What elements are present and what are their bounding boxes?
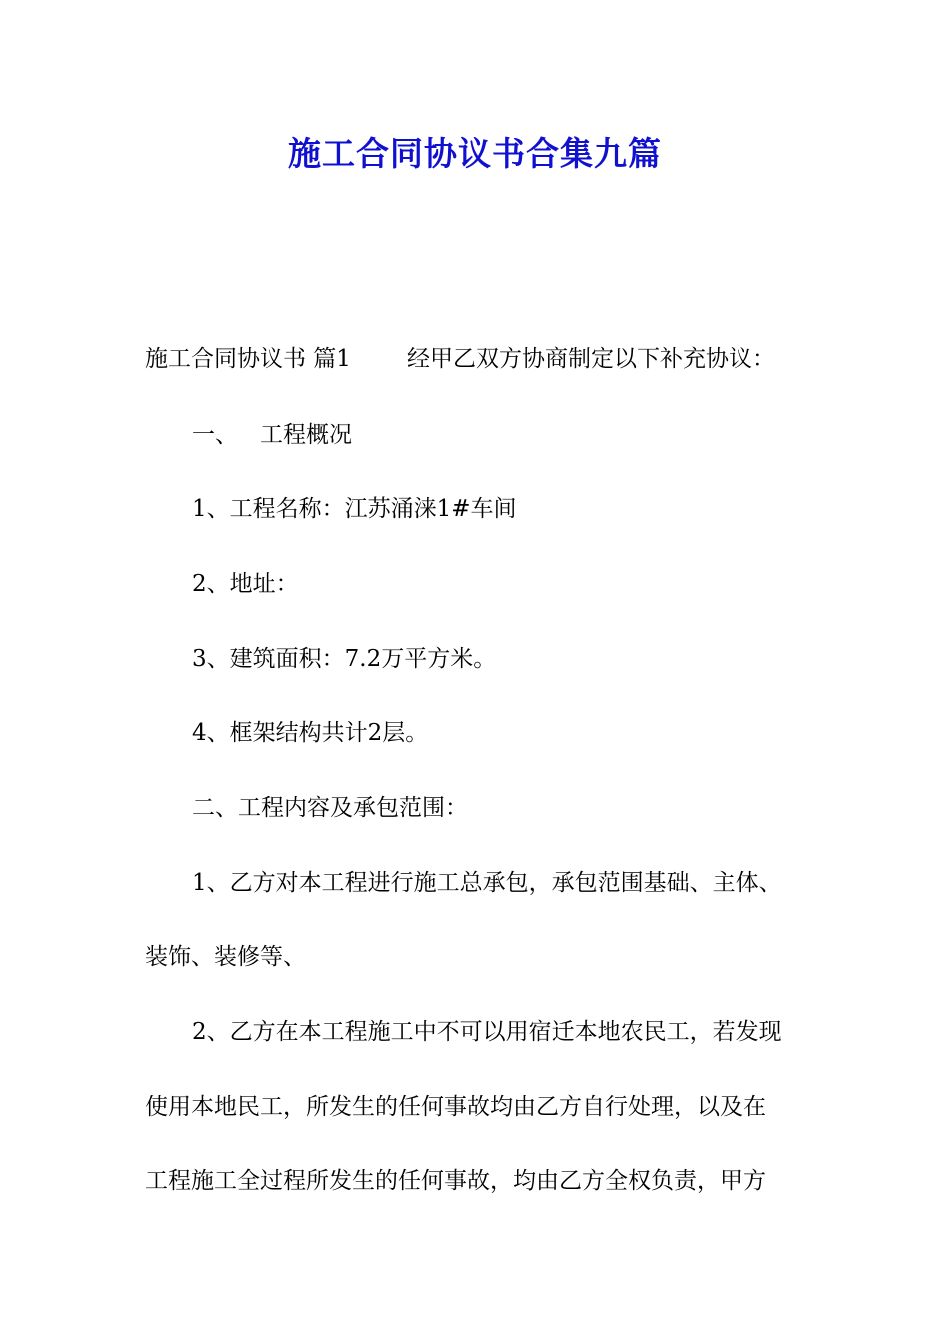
paragraph-line: 1、乙方对本工程进行施工总承包，承包范围基础、主体、 xyxy=(192,870,782,896)
list-item: 1、工程名称：江苏涌涞1#车间 xyxy=(192,496,517,522)
paragraph-line: 2、乙方在本工程施工中不可以用宿迁本地农民工，若发现 xyxy=(192,1019,782,1045)
section-heading: 施工合同协议书 篇1 xyxy=(145,346,351,372)
list-item: 4、框架结构共计2层。 xyxy=(192,720,429,746)
intro-text: 经甲乙双方协商制定以下补充协议： xyxy=(406,346,775,372)
section-heading-line xyxy=(145,344,775,374)
document-title: 施工合同协议书合集九篇 xyxy=(288,134,662,173)
part1-heading-line xyxy=(192,420,352,450)
list-item: 2、地址： xyxy=(192,571,299,597)
part1-number: 一、 xyxy=(192,422,238,448)
part1-heading: 工程概况 xyxy=(260,422,352,448)
paragraph-line: 工程施工全过程所发生的任何事故，均由乙方全权负责，甲方 xyxy=(145,1168,766,1194)
paragraph-line: 使用本地民工，所发生的任何事故均由乙方自行处理，以及在 xyxy=(145,1094,766,1120)
part2-heading: 二、工程内容及承包范围： xyxy=(192,795,468,821)
paragraph-line: 装饰、装修等、 xyxy=(145,944,306,970)
list-item: 3、建筑面积：7.2万平方米。 xyxy=(192,646,497,672)
